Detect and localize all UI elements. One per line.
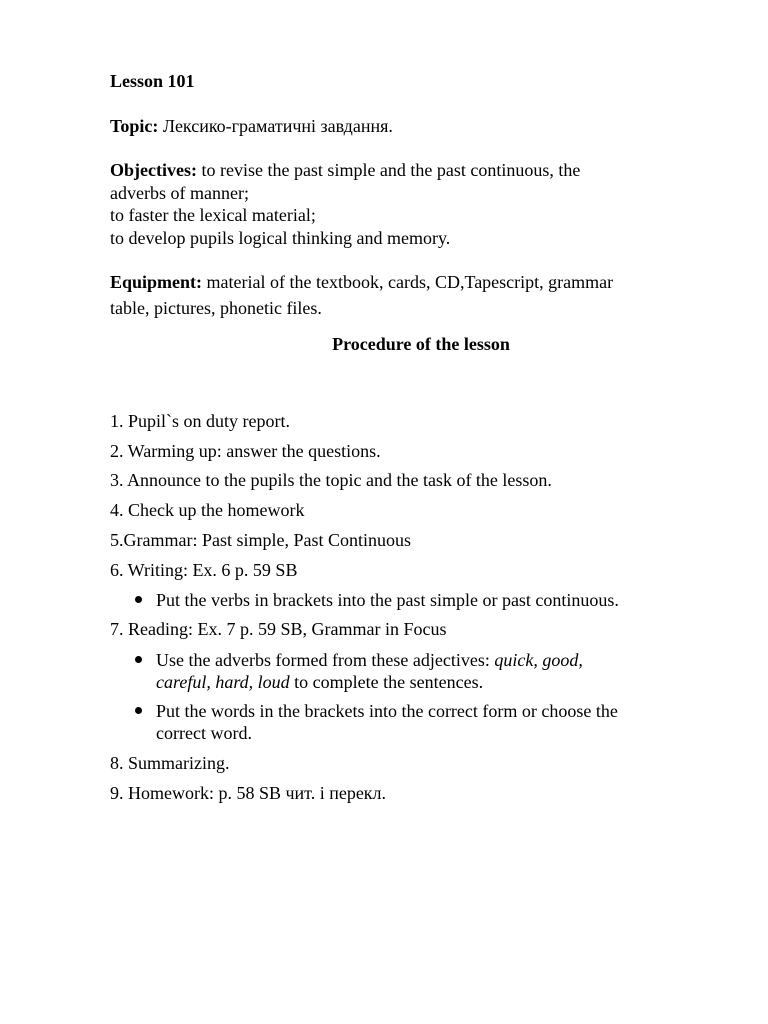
adverbs-words-1: quick, good, (494, 650, 583, 670)
procedure-step: 6. Writing: Ex. 6 p. 59 SB (110, 560, 298, 580)
adverbs-bullet-tail: to complete the sentences. (289, 672, 484, 692)
adverbs-bullet-line-2 (156, 671, 716, 693)
words-bullet-text (156, 700, 716, 744)
objectives-line-4: to develop pupils logical thinking and memory. (110, 228, 451, 248)
procedure-step: 3. Announce to the pupils the topic and the task of the lesson. (110, 470, 552, 490)
bullet-icon (135, 596, 142, 603)
words-bullet-line-1: Put the words in the brackets into the correct form or choose the (156, 701, 618, 721)
objectives-line-1 (110, 159, 580, 181)
procedure-step: 8. Summarizing. (110, 753, 230, 773)
adverbs-bullet-line-1 (156, 649, 716, 671)
objectives-text-1: to revise the past simple and the past continuous, the (196, 160, 581, 180)
equipment-line-1 (110, 271, 613, 293)
bullet-icon (135, 707, 142, 714)
lesson-title: Lesson 101 (110, 71, 195, 91)
procedure-step: 7. Reading: Ex. 7 p. 59 SB, Grammar in Focus (110, 619, 447, 639)
procedure-step: 2. Warming up: answer the questions. (110, 441, 381, 461)
procedure-heading: Procedure of the lesson (332, 334, 510, 354)
equipment-label: Equipment: (110, 272, 203, 292)
objectives-label: Objectives: (110, 160, 197, 180)
bullet-icon (135, 656, 142, 663)
equipment-line-2: table, pictures, phonetic files. (110, 298, 322, 318)
topic-text: Лексико-граматичні завдання. (158, 116, 393, 136)
procedure-step: 1. Pupil`s on duty report. (110, 411, 290, 431)
adverbs-bullet-text (156, 649, 716, 693)
equipment-text-1: material of the textbook, cards, CD,Tapescript, grammar (202, 272, 614, 292)
adverbs-bullet-lead: Use the adverbs formed from these adjectives: (156, 650, 495, 670)
topic-label: Topic: (110, 116, 159, 136)
adverbs-words-2: careful, hard, loud (156, 672, 290, 692)
procedure-step: 4. Check up the homework (110, 500, 305, 520)
objectives-line-2: adverbs of manner; (110, 183, 249, 203)
words-bullet-line-2: correct word. (156, 723, 252, 743)
procedure-step: 5.Grammar: Past simple, Past Continuous (110, 530, 411, 550)
procedure-step: 9. Homework: p. 58 SB чит. і перекл. (110, 783, 387, 803)
objectives-line-3: to faster the lexical material; (110, 205, 316, 225)
writing-bullet-text: Put the verbs in brackets into the past simple or past continuous. (156, 590, 619, 610)
topic-line (110, 115, 393, 137)
